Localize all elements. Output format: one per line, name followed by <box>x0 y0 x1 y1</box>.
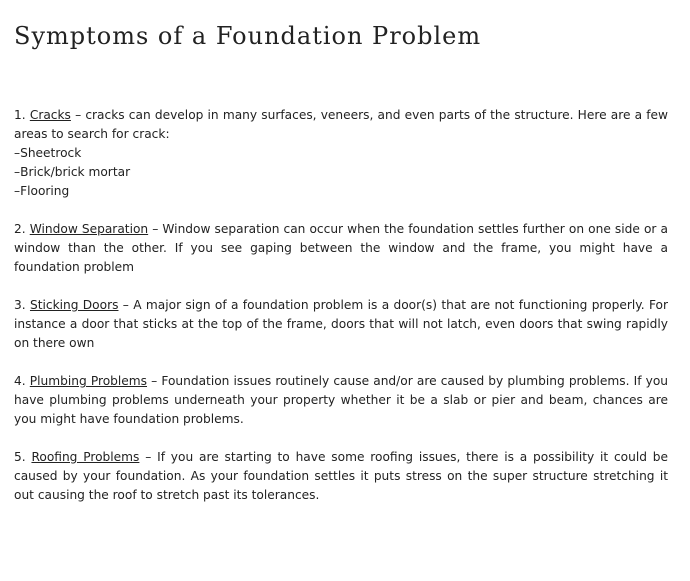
list-item-cracks <box>14 106 668 201</box>
item-number: 4. <box>14 374 26 388</box>
subitem-sheetrock: –Sheetrock <box>14 146 82 160</box>
item-number: 5. <box>14 450 26 464</box>
list-item-sticking-doors <box>14 296 668 353</box>
window-separation-link[interactable]: Window Separation <box>29 222 149 236</box>
article-body <box>14 106 668 524</box>
item-text: – A major sign of a foundation problem is a door(s) that are not functioning properly. For instance a door that sticks at the top of the frame, doors that will not latch, even doors that swing rapidly on there own <box>14 298 668 350</box>
item-number: 1. <box>14 108 26 122</box>
subitem-brick-mortar: –Brick/brick mortar <box>14 165 131 179</box>
item-number: 2. <box>14 222 26 236</box>
roofing-problems-link[interactable]: Roofing Problems <box>31 450 140 464</box>
item-text: – Window separation can occur when the foundation settles further on one side or a window than the other. If you see gaping between the window and the frame, you might have a foundation problem <box>14 222 668 274</box>
plumbing-problems-link[interactable]: Plumbing Problems <box>29 374 148 388</box>
list-item-roofing-problems <box>14 448 668 505</box>
list-item-plumbing-problems <box>14 372 668 429</box>
subitem-flooring: –Flooring <box>14 184 70 198</box>
item-text: – If you are starting to have some roofing issues, there is a possibility it could be caused by your foundation. As your foundation settles it puts stress on the super structure stretching it out causing the roof to stretch past its tolerances. <box>14 450 669 502</box>
item-text: – Foundation issues routinely cause and/or are caused by plumbing problems. If you have plumbing problems underneath your property whether it be a slab or pier and beam, chances are you might have foundation problems. <box>14 374 669 426</box>
item-text: – cracks can develop in many surfaces, veneers, and even parts of the structure. Here are a few areas to search for crack: <box>14 108 669 141</box>
cracks-link[interactable]: Cracks <box>29 108 71 122</box>
list-item-window-separation <box>14 220 668 277</box>
item-number: 3. <box>14 298 26 312</box>
sticking-doors-link[interactable]: Sticking Doors <box>29 298 119 312</box>
page-title: Symptoms of a Foundation Problem <box>14 22 482 50</box>
